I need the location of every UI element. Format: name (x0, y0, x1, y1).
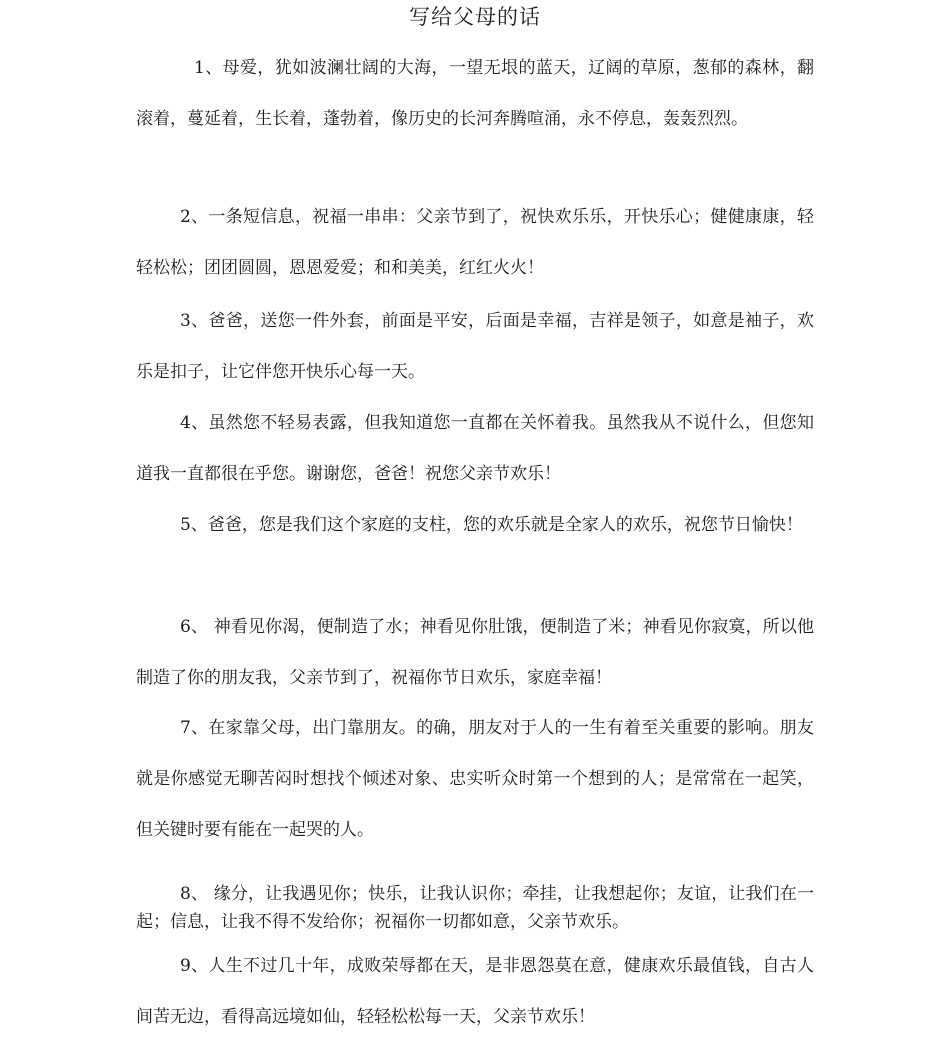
paragraph-2: 2、一条短信息，祝福一串串：父亲节到了，祝快欢乐乐，开快乐心；健健康康，轻轻松松；团团圆圆，恩恩爱爱；和和美美，红红火火！ (136, 207, 814, 278)
paragraph-3: 3、爸爸，送您一件外套，前面是平安，后面是幸福，吉祥是领子，如意是袖子，欢乐是扣子，让它伴您开快乐心每一天。 (136, 311, 814, 382)
paragraph-4: 4、虽然您不轻易表露，但我知道您一直都在关怀着我。虽然我从不说什么，但您知道我一直都很在乎您。谢谢您，爸爸！祝您父亲节欢乐！ (136, 413, 814, 484)
paragraph-8: 8、 缘分，让我遇见你；快乐，让我认识你；牵挂，让我想起你；友谊，让我们在一起；信息，让我不得不发给你；祝福你一切都如意，父亲节欢乐。 (136, 884, 814, 932)
paragraph-5: 5、爸爸，您是我们这个家庭的支柱，您的欢乐就是全家人的欢乐，祝您节日愉快！ (180, 515, 803, 535)
paragraph-7: 7、在家靠父母，出门靠朋友。的确，朋友对于人的一生有着至关重要的影响。朋友就是你感觉无聊苦闷时想找个倾述对象、忠实听众时第一个想到的人；是常常在一起笑，但关键时要有能在一起哭的人。 (136, 718, 814, 840)
paragraph-1: 1、母爱，犹如波澜壮阔的大海，一望无垠的蓝天，辽阔的草原，葱郁的森林，翻滚着，蔓延着，生长着，蓬勃着，像历史的长河奔腾喧涌，永不停息，轰轰烈烈。 (136, 58, 814, 129)
paragraph-6: 6、 神看见你渴，便制造了水；神看见你肚饿，便制造了米；神看见你寂寞，所以他制造了你的朋友我，父亲节到了，祝福你节日欢乐，家庭幸福！ (136, 617, 814, 688)
paragraph-9: 9、人生不过几十年，成败荣辱都在天，是非恩怨莫在意，健康欢乐最值钱，自古人间苦无边，看得高远境如仙，轻轻松松每一天，父亲节欢乐！ (136, 956, 814, 1027)
document-title: 写给父母的话 (409, 5, 541, 29)
